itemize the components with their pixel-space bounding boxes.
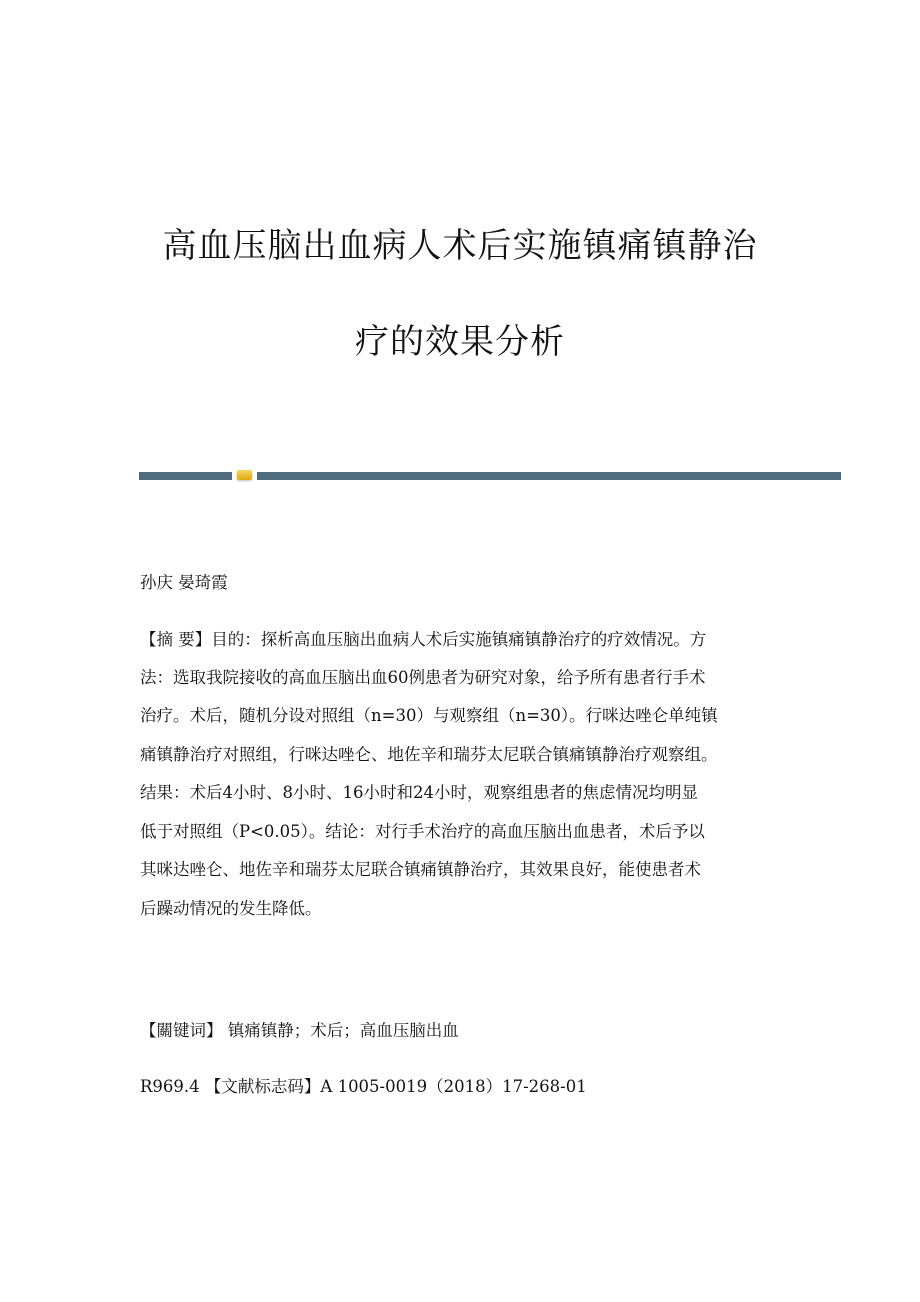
abstract-line: 治疗。术后，随机分设对照组（n=30）与观察组（n=30）。行咪达唑仑单纯镇 [140,706,718,725]
abstract-line: 结果：术后4小时、8小时、16小时和24小时，观察组患者的焦虑情况均明显 [140,783,698,802]
title-line-2: 疗的效果分析 [355,322,565,362]
title-line-1: 高血压脑出血病人术后实施镇痛镇静治 [162,226,758,266]
abstract-line: 【摘 要】目的：探析高血压脑出血病人术后实施镇痛镇静治疗的疗效情况。方 [140,630,707,649]
classification-code: R969.4 【文献标志码】A 1005-0019（2018）17-268-01 [140,1077,587,1096]
abstract-line: 后躁动情况的发生降低。 [140,899,322,918]
abstract-line: 低于对照组（P<0.05）。结论：对行手术治疗的高血压脑出血患者，术后予以 [140,822,705,841]
divider-right [257,472,841,480]
keywords: 【關键词】 镇痛镇静；术后；高血压脑出血 [140,1021,459,1040]
abstract-line: 痛镇静治疗对照组，行咪达唑仑、地佐辛和瑞芬太尼联合镇痛镇静治疗观察组。 [140,745,718,764]
abstract-line: 法：选取我院接收的高血压脑出血60例患者为研究对象，给予所有患者行手术 [140,668,706,687]
divider-ornament-icon [237,470,252,480]
divider-left [139,472,232,480]
abstract-line: 其咪达唑仑、地佐辛和瑞芬太尼联合镇痛镇静治疗，其效果良好，能使患者术 [140,860,701,879]
authors: 孙庆 晏琦霞 [140,573,228,592]
